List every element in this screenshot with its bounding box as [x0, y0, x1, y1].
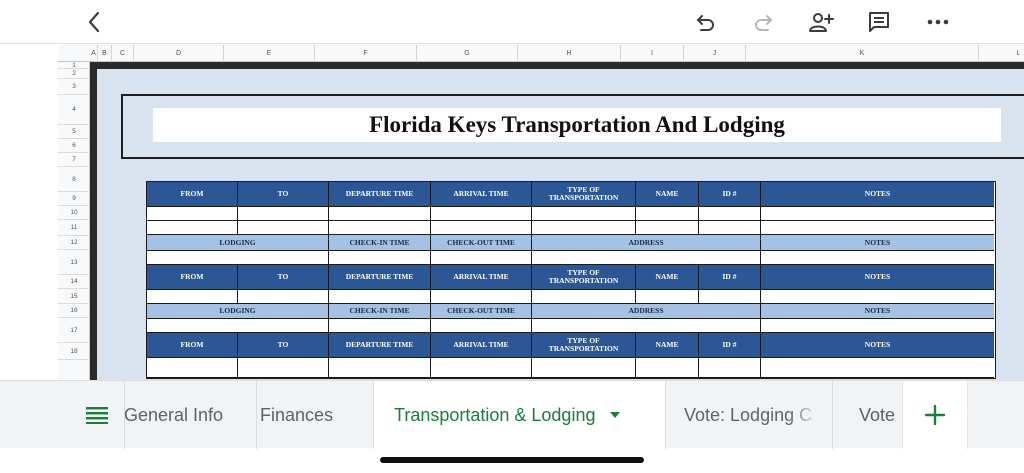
- table-cell[interactable]: [532, 221, 636, 235]
- header-cell[interactable]: CHECK-IN TIME: [329, 235, 431, 251]
- redo-icon: [752, 12, 774, 32]
- table-row: [147, 319, 995, 333]
- column-header[interactable]: F: [315, 45, 417, 62]
- header-cell[interactable]: NOTES: [761, 304, 994, 319]
- title-box: [121, 94, 1024, 159]
- row-header[interactable]: 16: [58, 304, 90, 318]
- table-cell[interactable]: [761, 358, 994, 378]
- header-cell[interactable]: ID #: [699, 182, 761, 207]
- column-header[interactable]: D: [134, 45, 224, 62]
- comment-icon: [867, 10, 891, 34]
- table-cell[interactable]: [532, 290, 636, 304]
- table-cell[interactable]: [431, 251, 532, 265]
- table-cell[interactable]: [699, 358, 761, 378]
- table-cell[interactable]: [329, 207, 431, 221]
- transport-lodging-table[interactable]: [146, 181, 996, 379]
- tab-label: Vote: Lodging C: [684, 404, 813, 425]
- table-cell[interactable]: [238, 358, 329, 378]
- row-header[interactable]: 1: [58, 62, 90, 69]
- table-cell[interactable]: [238, 290, 329, 304]
- row-header[interactable]: 12: [58, 236, 90, 250]
- table-cell[interactable]: [532, 319, 761, 333]
- table-cell[interactable]: [329, 319, 431, 333]
- caret-down-icon[interactable]: [609, 411, 621, 419]
- table-cell[interactable]: [761, 319, 994, 333]
- header-cell[interactable]: FROM: [147, 182, 238, 207]
- table-cell[interactable]: [532, 358, 636, 378]
- sheet-tabs-bar: [0, 380, 1024, 448]
- header-cell[interactable]: NAME: [636, 265, 699, 290]
- column-headers: [58, 45, 1024, 62]
- header-cell[interactable]: CHECK-OUT TIME: [431, 304, 532, 319]
- header-cell[interactable]: NOTES: [761, 265, 994, 290]
- row-header[interactable]: 5: [58, 125, 90, 139]
- lodging-header-row: [147, 235, 995, 251]
- back-button[interactable]: [76, 6, 112, 38]
- table-cell[interactable]: [532, 207, 636, 221]
- table-cell[interactable]: [636, 290, 699, 304]
- chevron-left-icon: [87, 11, 101, 33]
- home-indicator: [380, 457, 644, 463]
- header-cell[interactable]: DEPARTURE TIME: [329, 333, 431, 358]
- row-header[interactable]: 13: [58, 250, 90, 275]
- header-cell[interactable]: ADDRESS: [532, 304, 761, 319]
- table-cell[interactable]: [699, 221, 761, 235]
- header-cell[interactable]: CHECK-IN TIME: [329, 304, 431, 319]
- tab-vote[interactable]: [832, 381, 902, 449]
- table-cell[interactable]: [699, 290, 761, 304]
- header-cell[interactable]: TO: [238, 333, 329, 358]
- header-cell[interactable]: ADDRESS: [532, 235, 761, 251]
- comment-button[interactable]: [861, 6, 897, 38]
- table-cell[interactable]: [636, 358, 699, 378]
- header-cell[interactable]: TYPE OF TRANSPORTATION: [532, 333, 636, 358]
- row-header[interactable]: 2: [58, 69, 90, 79]
- sheet-grid[interactable]: [58, 45, 1024, 380]
- add-sheet-button[interactable]: [902, 381, 968, 449]
- transport-header-row: [147, 265, 995, 290]
- header-cell[interactable]: FROM: [147, 333, 238, 358]
- row-header[interactable]: 7: [58, 153, 90, 167]
- tab-general-info[interactable]: [124, 381, 256, 449]
- row-header[interactable]: 11: [58, 220, 90, 236]
- table-cell[interactable]: [329, 290, 431, 304]
- share-button[interactable]: [803, 6, 839, 38]
- table-row: [147, 251, 995, 265]
- header-cell[interactable]: ARRIVAL TIME: [431, 182, 532, 207]
- tab-label: Finances: [260, 404, 334, 425]
- header-cell[interactable]: ID #: [699, 333, 761, 358]
- header-cell[interactable]: TYPE OF TRANSPORTATION: [532, 182, 636, 207]
- tab-label: General Info: [124, 404, 224, 425]
- transport-header-row: [147, 182, 995, 207]
- table-cell[interactable]: [329, 358, 431, 378]
- table-cell[interactable]: [147, 207, 238, 221]
- header-cell[interactable]: LODGING: [147, 304, 329, 319]
- more-horizontal-icon: [927, 19, 949, 25]
- row-header[interactable]: 3: [58, 79, 90, 95]
- table-cell[interactable]: [761, 251, 994, 265]
- table-row: [147, 207, 995, 221]
- table-cell[interactable]: [636, 221, 699, 235]
- header-cell[interactable]: ID #: [699, 265, 761, 290]
- header-cell[interactable]: ARRIVAL TIME: [431, 265, 532, 290]
- header-cell[interactable]: TO: [238, 182, 329, 207]
- table-row: [147, 290, 995, 304]
- row-header[interactable]: 10: [58, 206, 90, 220]
- header-cell[interactable]: CHECK-OUT TIME: [431, 235, 532, 251]
- column-header[interactable]: A: [90, 45, 98, 62]
- header-cell[interactable]: NOTES: [761, 333, 994, 358]
- table-cell[interactable]: [532, 251, 761, 265]
- table-cell[interactable]: [761, 207, 994, 221]
- row-header[interactable]: 6: [58, 139, 90, 153]
- header-cell[interactable]: NAME: [636, 182, 699, 207]
- column-header[interactable]: E: [224, 45, 315, 62]
- table-cell[interactable]: [636, 207, 699, 221]
- header-cell[interactable]: DEPARTURE TIME: [329, 265, 431, 290]
- undo-icon: [695, 12, 717, 32]
- column-header[interactable]: H: [518, 45, 621, 62]
- column-header[interactable]: J: [684, 45, 746, 62]
- tab-vote-lodging[interactable]: [666, 381, 832, 449]
- header-cell[interactable]: NAME: [636, 333, 699, 358]
- table-cell[interactable]: [329, 251, 431, 265]
- header-cell[interactable]: FROM: [147, 265, 238, 290]
- table-cell[interactable]: [761, 221, 994, 235]
- row-header[interactable]: 15: [58, 289, 90, 304]
- table-cell[interactable]: [147, 319, 329, 333]
- table-cell[interactable]: [431, 207, 532, 221]
- lodging-header-row: [147, 304, 995, 319]
- table-row: [147, 221, 995, 235]
- sheet-title[interactable]: Florida Keys Transportation And Lodging: [153, 108, 1001, 142]
- tab-finances[interactable]: [256, 381, 373, 449]
- all-sheets-menu-button[interactable]: [74, 381, 120, 449]
- table-cell[interactable]: [431, 319, 532, 333]
- sheet-canvas[interactable]: [90, 62, 1024, 380]
- table-cell[interactable]: [238, 207, 329, 221]
- transport-header-row: [147, 333, 995, 358]
- table-cell[interactable]: [238, 221, 329, 235]
- table-cell[interactable]: [431, 221, 532, 235]
- undo-button[interactable]: [688, 6, 724, 38]
- table-cell[interactable]: [431, 290, 532, 304]
- table-cell[interactable]: [147, 358, 238, 378]
- row-header[interactable]: 4: [58, 95, 90, 125]
- more-button[interactable]: [920, 6, 956, 38]
- add-person-icon: [807, 11, 835, 33]
- column-header[interactable]: L: [979, 45, 1024, 62]
- table-cell[interactable]: [431, 358, 532, 378]
- header-cell[interactable]: ARRIVAL TIME: [431, 333, 532, 358]
- table-cell[interactable]: [761, 290, 994, 304]
- redo-button[interactable]: [745, 6, 781, 38]
- row-header[interactable]: 8: [58, 167, 90, 192]
- table-cell[interactable]: [147, 251, 329, 265]
- column-header[interactable]: G: [417, 45, 518, 62]
- list-menu-icon: [86, 406, 108, 424]
- header-cell[interactable]: TO: [238, 265, 329, 290]
- table-row: [147, 358, 995, 378]
- row-header[interactable]: 18: [58, 343, 90, 360]
- table-cell[interactable]: [329, 221, 431, 235]
- column-header[interactable]: B: [98, 45, 112, 62]
- plus-icon: [925, 405, 945, 425]
- tab-transportation-lodging[interactable]: [373, 381, 666, 449]
- tab-label: Vote: [859, 404, 896, 425]
- header-cell[interactable]: DEPARTURE TIME: [329, 182, 431, 207]
- table-cell[interactable]: [699, 207, 761, 221]
- row-header[interactable]: 17: [58, 318, 90, 343]
- table-cell[interactable]: [147, 290, 238, 304]
- header-cell[interactable]: TYPE OF TRANSPORTATION: [532, 265, 636, 290]
- header-cell[interactable]: NOTES: [761, 182, 994, 207]
- tab-label: Transportation & Lodging: [394, 404, 596, 425]
- column-header[interactable]: I: [621, 45, 684, 62]
- top-toolbar: [0, 0, 1024, 44]
- column-header[interactable]: C: [112, 45, 134, 62]
- header-cell[interactable]: NOTES: [761, 235, 994, 251]
- header-cell[interactable]: LODGING: [147, 235, 329, 251]
- column-header[interactable]: K: [746, 45, 979, 62]
- row-header[interactable]: 9: [58, 192, 90, 206]
- row-header[interactable]: 14: [58, 275, 90, 289]
- table-cell[interactable]: [147, 221, 238, 235]
- row-headers: [58, 62, 90, 380]
